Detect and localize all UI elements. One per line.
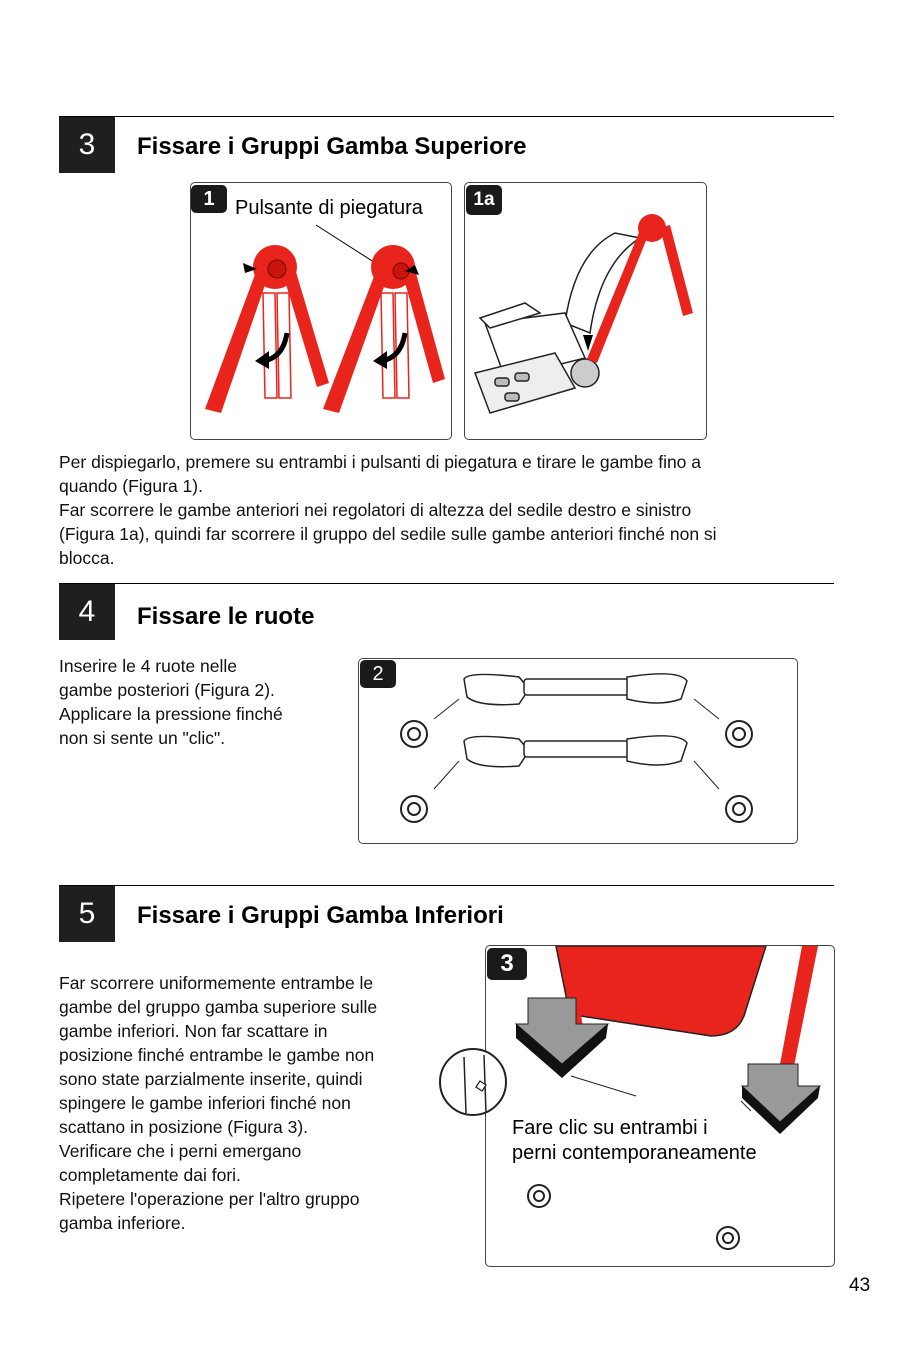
folded-leg-right [323, 245, 445, 413]
figure-1a-illustration [465, 183, 706, 439]
figure-3 [485, 945, 835, 1267]
text-line: sono state parzialmente inserite, quindi [59, 1069, 363, 1089]
text-line: non si sente un "clic". [59, 728, 226, 748]
figure-2 [358, 658, 798, 844]
section-4-paragraph [59, 654, 339, 750]
text-line: Ripetere l'operazione per l'altro gruppo [59, 1189, 360, 1209]
figure-1-tag: 1 [191, 185, 227, 213]
figure-2-tag: 2 [360, 660, 396, 688]
text-line: quando (Figura 1). [59, 476, 203, 496]
callout-line: perni contemporaneamente [512, 1142, 757, 1164]
folded-leg-left [205, 245, 329, 413]
text-line: (Figura 1a), quindi far scorrere il gruppo del sedile sulle gambe anteriori finché non si [59, 524, 717, 544]
figure-1-illustration [191, 183, 451, 439]
text-line: blocca. [59, 548, 115, 568]
rear-leg-bar-top [464, 674, 687, 705]
pin-detail-magnifier [438, 1047, 508, 1117]
text-line: gamba inferiore. [59, 1213, 186, 1233]
figure-2-illustration [359, 659, 797, 843]
figure-1 [190, 182, 452, 440]
text-line: Verificare che i perni emergano [59, 1141, 302, 1161]
figure-1a-tag: 1a [466, 185, 502, 215]
section-3-title: Fissare i Gruppi Gamba Superiore [137, 133, 527, 160]
section-4-rule [59, 583, 834, 584]
text-line: scattano in posizione (Figura 3). [59, 1117, 309, 1137]
text-line: posizione finché entrambe le gambe non [59, 1045, 375, 1065]
text-line: completamente dai fori. [59, 1165, 241, 1185]
text-line: Inserire le 4 ruote nelle [59, 656, 238, 676]
figure-1a [464, 182, 707, 440]
figure-1-callout: Pulsante di piegatura [235, 197, 423, 219]
text-line: gambe posteriori (Figura 2). [59, 680, 275, 700]
text-line: gambe inferiori. Non far scattare in [59, 1021, 328, 1041]
high-chair-seat [475, 233, 640, 413]
text-line: Per dispiegarlo, premere su entrambi i pulsanti di piegatura e tirare le gambe fino a [59, 452, 702, 472]
figure-3-callout [512, 1116, 757, 1166]
figure-3-illustration [486, 946, 834, 1266]
text-line: Far scorrere uniformemente entrambe le [59, 973, 374, 993]
section-5-number: 5 [59, 886, 115, 942]
section-3-paragraph-1 [59, 450, 849, 570]
callout-line: Fare clic su entrambi i [512, 1117, 708, 1139]
section-5-rule [59, 885, 834, 886]
section-5-paragraph [59, 971, 429, 1235]
section-3-rule [59, 116, 834, 117]
section-5-title: Fissare i Gruppi Gamba Inferiori [137, 902, 504, 929]
text-line: spingere le gambe inferiori finché non [59, 1093, 351, 1113]
caster-wheel [401, 721, 752, 822]
rear-leg-bar-bottom [464, 736, 687, 767]
figure-3-tag: 3 [487, 948, 527, 980]
text-line: gambe del gruppo gamba superiore sulle [59, 997, 378, 1017]
text-line: Far scorrere le gambe anteriori nei regolatori di altezza del sedile destro e sinistro [59, 500, 692, 520]
page-number: 43 [849, 1275, 871, 1296]
caster-wheel [528, 1185, 739, 1249]
section-4-number: 4 [59, 584, 115, 640]
section-3-number: 3 [59, 117, 115, 173]
text-line: Applicare la pressione finché [59, 704, 283, 724]
section-4-title: Fissare le ruote [137, 603, 315, 630]
